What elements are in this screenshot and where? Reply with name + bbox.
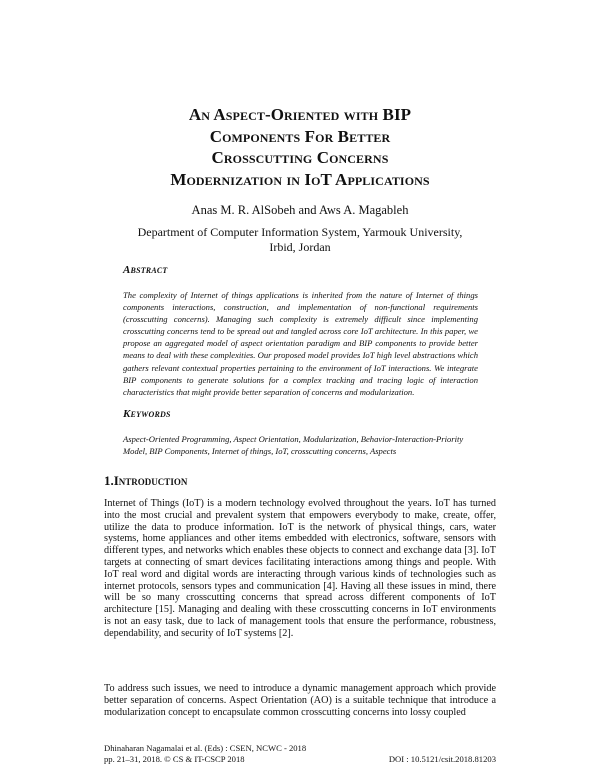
- keywords-heading: Keywords: [123, 408, 171, 420]
- title-line: Components For Better: [209, 126, 391, 146]
- title-line: Modernization in IoT Applications: [170, 169, 430, 189]
- introduction-paragraph-2: To address such issues, we need to introduce a dynamic management approach which provide better separation of concerns. Aspect Orientation (AO) is a suitable technique that introduce a modularization concept to encapsulate common crosscutting concerns into lossy coupled: [104, 683, 496, 718]
- keywords-text: Aspect-Oriented Programming, Aspect Orientation, Modularization, Behavior-Interaction-Priority Model, BIP Components, Internet of things, IoT, crosscutting concerns, Aspects: [123, 434, 464, 457]
- footer-pages: pp. 21–31, 2018. © CS & IT-CSCP 2018: [104, 754, 245, 764]
- footer-doi: DOI : 10.5121/csit.2018.81203: [388, 754, 496, 764]
- authors: Anas M. R. AlSobeh and Aws A. Magableh: [191, 203, 409, 217]
- abstract-heading: Abstract: [123, 264, 168, 276]
- abstract-text: The complexity of Internet of things applications is inherited from the nature of Internet of things components interactions, construction, and implementation of non-functional requirements (crosscutting concerns). Managing such complexity is extremely difficult since implementing crosscutting concerns tend to be spread out and tangled across core IoT architecture. In this paper, we propose an aggregated model of aspect orientation paradigm and BIP components to provide better means to deal with these complexities. Our proposed model provides IoT high level abstractions which gathers relevant contextual properties pertaining to the environment of IoT interactions. We integrate BIP components to generate solutions for a complex tracking and tracing logic of interaction characteristics that might provide better separation of concerns and modularization.: [123, 290, 478, 397]
- affiliation: Department of Computer Information System, Yarmouk University, Irbid, Jordan: [137, 225, 463, 254]
- title-line: An Aspect-Oriented with BIP: [188, 105, 412, 124]
- footer-proceedings: Dhinaharan Nagamalai et al. (Eds) : CSEN, NCWC - 2018: [104, 743, 307, 753]
- title-line: Crosscutting Concerns: [211, 148, 389, 167]
- introduction-paragraph-1: Internet of Things (IoT) is a modern technology evolved throughout the years. IoT has turned into the most crucial and prevalent system that empowers everybody to make, create, offer, utilize the data to produce information. IoT is the network of physical things, cars, water systems, home appliances and other items embedded with electronics, software, sensors with different types, and networks which enables these objects to connect and exchange data [3]. IoT targets at connecting of smart devices facilitating interactions among things and people. With IoT real word and digital words are interacting through various kinds of technologies such as internet protocols, sensors types and communication [4]. Having all these issues in mind, there will be so many crosscutting concerns that spread across different components of IoT architecture [15]. Managing and dealing with these crosscutting concerns in IoT environments is not an easy task, due to lack of management tools that ensure the performance, robustness, dependability, and security of IoT systems [2].: [104, 498, 496, 639]
- paper-title: [90, 104, 510, 190]
- introduction-heading: 1.Introduction: [104, 473, 188, 488]
